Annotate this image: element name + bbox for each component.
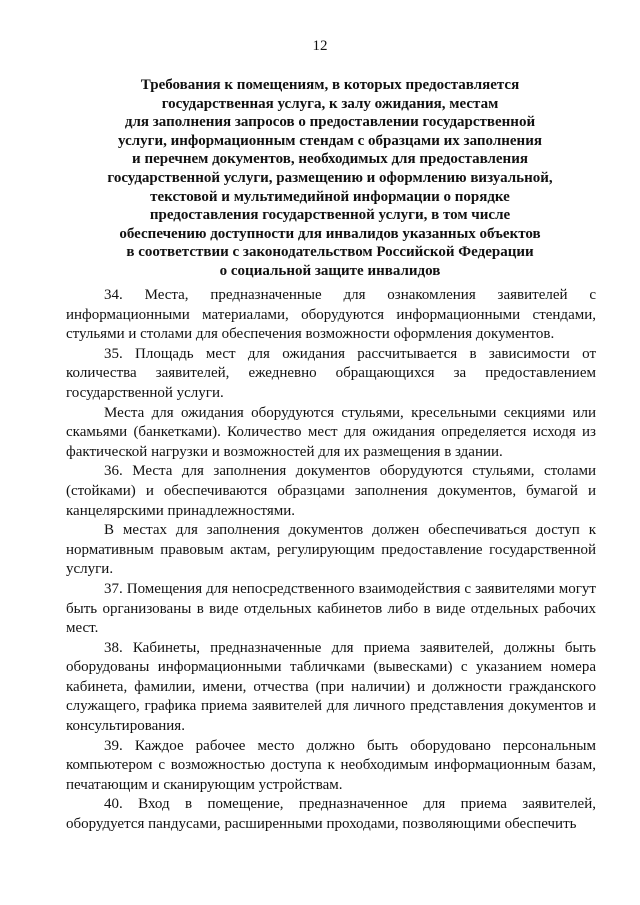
heading-line: о социальной защите инвалидов: [219, 262, 441, 279]
heading-line: Требования к помещениям, в которых предоставляется: [140, 77, 520, 93]
heading-line: обеспечению доступности для инвалидов указанных объектов: [119, 225, 541, 242]
heading-line: государственной услуги, размещению и оформлению визуальной,: [107, 169, 553, 186]
paragraph-38: 38. Кабинеты, предназначенные для приема заявителей, должны быть оборудованы информационными табличками (вывесками) с указанием номера кабинета, фамилии, имени, отчества (при наличии) и должности гражданского служащего, графика приема заявителей для личного представления документов и консультирования.: [66, 639, 596, 735]
paragraph-36: 36. Места для заполнения документов оборудуются стульями, столами (стойками) и обеспечиваются образцами заполнения документов, бумагой и канцелярскими принадлежностями.: [66, 463, 596, 519]
body-text: [66, 286, 596, 835]
paragraph-35: 35. Площадь мест для ожидания рассчитывается в зависимости от количества заявителей, ежедневно обращающихся за предоставлением государственной услуги.: [66, 345, 596, 401]
heading-line: услуги, информационным стендам с образцами их заполнения: [118, 132, 542, 149]
heading-line: государственная услуга, к залу ожидания, местам: [161, 95, 499, 112]
paragraph-39: 39. Каждое рабочее место должно быть оборудовано персональным компьютером с возможностью доступа к необходимым информационным базам, печатающим и сканирующим устройствам.: [66, 737, 596, 793]
paragraph-40: 40. Вход в помещение, предназначенное для приема заявителей, оборудуется пандусами, расширенными проходами, позволяющими обеспечить: [66, 796, 596, 833]
section-heading: [90, 76, 570, 281]
heading-line: в соответствии с законодательством Российской Федерации: [126, 244, 534, 261]
paragraph-35-continued: Места для ожидания оборудуются стульями, кресельными секциями или скамьями (банкетками). Количество мест для ожидания определяется исходя из фактической нагрузки и возможностей для их размещения в здании.: [66, 404, 596, 460]
heading-line: для заполнения запросов о предоставлении государственной: [124, 114, 536, 131]
paragraph-36-continued: В местах для заполнения документов должен обеспечиваться доступ к нормативным правовым актам, регулирующим предоставление государственной услуги.: [66, 522, 596, 578]
heading-line: текстовой и мультимедийной информации о порядке: [150, 188, 510, 205]
page-number: 12: [312, 38, 328, 54]
heading-line: и перечнем документов, необходимых для предоставления: [132, 151, 528, 168]
heading-line: предоставления государственной услуги, в том числе: [149, 207, 511, 224]
paragraph-34: 34. Места, предназначенные для ознакомления заявителей с информационными материалами, оборудуются информационными стендами, стульями и столами для обеспечения возможности оформления документов.: [66, 287, 596, 343]
paragraph-37: 37. Помещения для непосредственного взаимодействия с заявителями могут быть организованы в виде отдельных кабинетов либо в виде отдельных рабочих мест.: [66, 580, 596, 637]
